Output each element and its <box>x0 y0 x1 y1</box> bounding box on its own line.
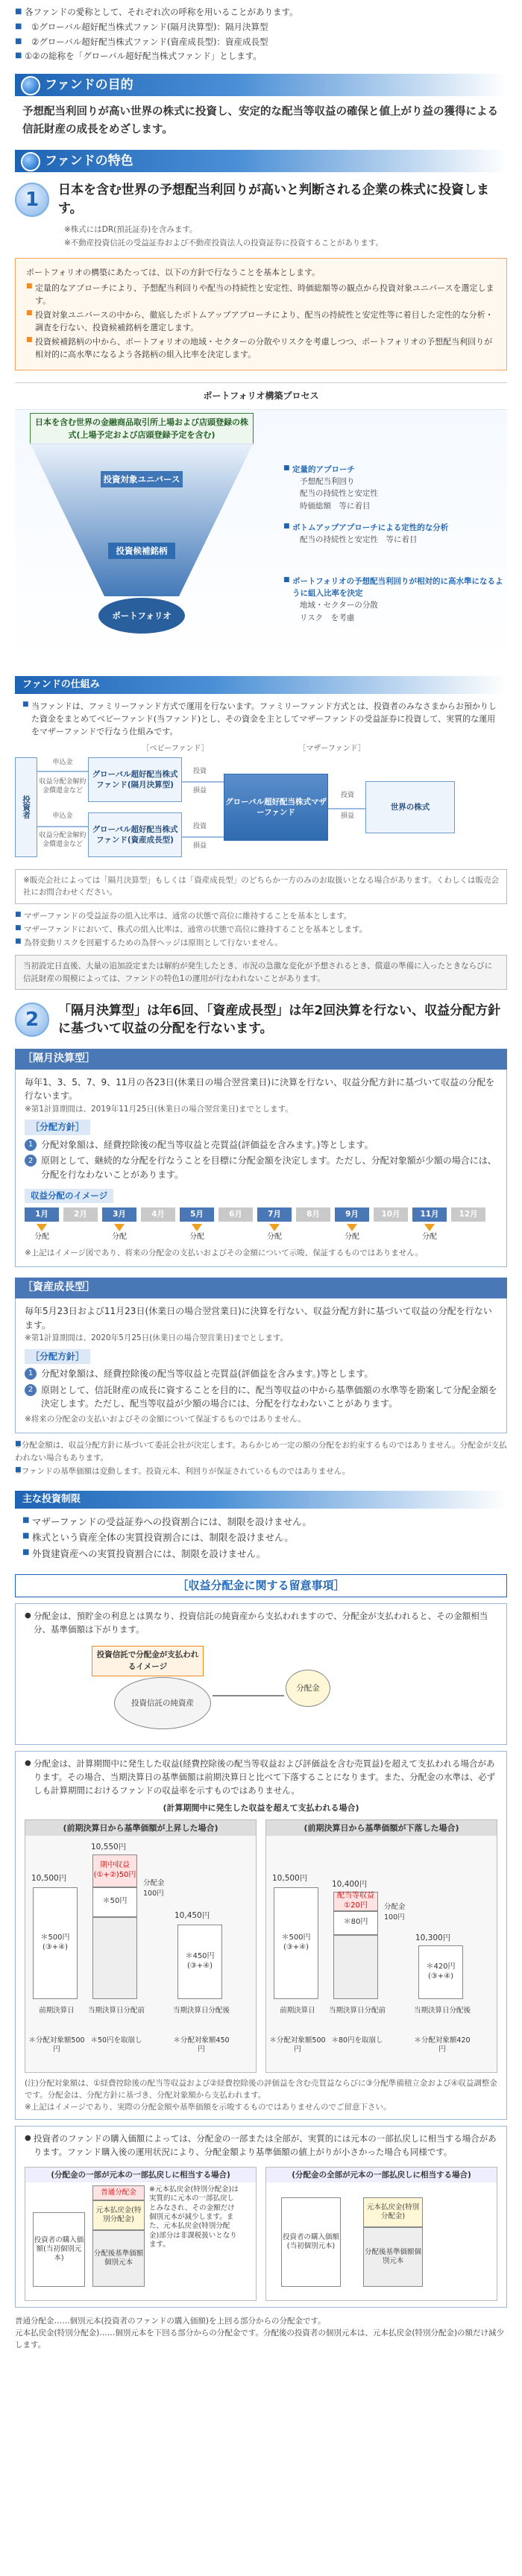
compare-note: (注)分配対象額は、①経費控除後の配当等収益および②経費控除後の評価益を含む売買益ならびに③分配準備積立金および④収益調整金です。分配金は、分配方針に基づき、分配対象額から支払われます。 <box>25 2078 497 2100</box>
refund-dist: 元本払戻金(特別分配金) <box>363 2197 423 2227</box>
stage1-label: 投資対象ユニバース <box>103 473 180 484</box>
portfolio-item: ■ 定量的なアプローチにより、予想配当利回りや配当の持続性と安定性、時価総額等の観点から投資対象ユニバースを選定します。 <box>26 282 496 307</box>
dist-label: 分配金100円 <box>143 1878 165 1898</box>
bar-after: ＊420円(③+④) <box>418 1945 463 1999</box>
policy-label: ［分配方針］ <box>25 1349 90 1365</box>
sub-label: ＊分配対象額420円 <box>414 2036 471 2053</box>
portfolio-intro: ポートフォリオの構築にあたっては、以下の方針で行なうことを基本とします。 <box>26 267 321 277</box>
alias-notes <box>15 0 507 63</box>
bimonthly-note: ※第1計算期間は、2019年11月25日(休業日の場合翌営業日)までとします。 <box>25 1104 293 1114</box>
months-row <box>25 1208 497 1243</box>
growth-title: ［資産成長型］ <box>15 1278 507 1298</box>
feature-1-title: 日本を含む世界の予想配当利回りが高いと判断される企業の株式に投資します。 <box>58 183 489 216</box>
objective-title: ファンドの目的 <box>45 78 133 93</box>
funnel-shape <box>15 410 268 663</box>
buy-price: 投資者の購入価額(当初個別元本) <box>281 2197 341 2287</box>
after-price: 分配後基準価額個別元本 <box>363 2227 423 2287</box>
side-note-1 <box>283 464 507 512</box>
dist-image-note: ※上記はイメージ図であり、将来の分配金の支払いおよびその金額について示唆、保証するものではありません。 <box>25 1248 423 1258</box>
objective-text: 予想配当利回りが高い世界の株式に投資し、安定的な配当等収益の確保と値上がり益の獲得による信託財産の成長をめざします。 <box>22 106 498 136</box>
footnote: ■ ※ファンドの基準価額は変動します。投資元本、利回りが保証されているものではありません。 <box>15 1465 507 1477</box>
feature-2 <box>15 1002 507 1038</box>
caution-text: ● 投資者のファンドの購入価額によっては、分配金の一部または全部が、実質的には元本の一部払戻しに相当する場合があります。ファンド購入後の運用状況により、分配金額より基準価額の値上がりが小さかった場合も同様です。 <box>25 2133 497 2159</box>
note: ※不動産投資信託の受益証券および不動産投資法人の投資証券に投資することがあります。 <box>64 238 383 247</box>
growth-note-2: ※将来の分配金の支払いおよびその金額について保証するものではありません。 <box>25 1414 306 1424</box>
side-title: ■ ボトムアップアプローチによる定性的な分析 <box>283 522 507 534</box>
bar-cur <box>333 1935 378 1999</box>
side-title: ■ 定量的アプローチ <box>283 464 507 476</box>
distribution-arrow-icon <box>37 1224 47 1231</box>
section-dot-icon <box>21 152 40 171</box>
compare-head: (前期決算日から基準価額が下落した場合) <box>266 1820 497 1836</box>
arrow <box>328 808 365 809</box>
side-note-3 <box>283 575 507 624</box>
month-3: 3月 分配 <box>102 1208 136 1243</box>
value-label: 10,550円 <box>91 1842 127 1852</box>
mother-fund-box: グローバル超好配当株式マザーファンド <box>224 774 328 841</box>
bar-income: 期中収益(①+②)50円 <box>92 1854 137 1887</box>
footer-note: 普通分配金……個別元本(投資者のファンドの購入価額)を上回る部分からの分配金です。 <box>15 2316 326 2326</box>
policy-text: 原則として、継続的な分配を行なうことを目標に分配金額を決定します。ただし、分配対象額が少額の場合には、分配を行なわないことがあります。 <box>41 1155 497 1181</box>
limits-header: 主な投資制限 <box>15 1491 507 1509</box>
month-9: 9月 分配 <box>335 1208 369 1243</box>
features-title: ファンドの特色 <box>45 153 133 168</box>
feature-2-title: 「隔月決算型」は年6回、「資産成長型」は年2回決算を行ない、収益分配方針に基づいて収益の分配を行ないます。 <box>58 1003 501 1037</box>
f2-footnotes <box>15 1439 507 1477</box>
sub-label: ＊分配対象額500円 <box>28 2036 85 2053</box>
policy-text: 分配対象額は、経費控除後の配当等収益と売買益(評価益を含みます。)等とします。 <box>41 1139 374 1150</box>
investor-box: 投資者 <box>15 757 37 857</box>
invest-label: 投資 <box>192 822 207 830</box>
month-1: 1月 分配 <box>25 1208 59 1243</box>
caution-text: ● 分配金は、預貯金の利息とは異なり、投資信託の純資産から支払われますので、分配金が支払われると、その金額相当分、基準価額は下がります。 <box>25 1610 497 1637</box>
sub-label: ＊80円を取崩し <box>331 2036 383 2045</box>
return-label: 収益分配金解約金償還金など <box>39 831 87 848</box>
number-1-icon: 1 <box>25 1368 37 1380</box>
refund-partial <box>25 2167 257 2301</box>
distribution-arrow-icon <box>114 1224 125 1231</box>
risk-note: 当初設定日直後、大量の追加設定または解約が発生したとき、市況の急激な変化が予想されるとき、償還の準備に入ったときならびに信託財産の規模によっては、ファンドの特色1の運用が行なわれないことがあります。 <box>15 955 507 990</box>
distribution-arrow-icon <box>192 1224 202 1231</box>
caution-box-2 <box>15 1751 507 2120</box>
sub-label: ＊分配対象額450円 <box>173 2036 230 2053</box>
funnel-diagram <box>15 409 507 663</box>
limit-item: ■ 外貨建資産への実質投資割合には、制限を設けません。 <box>22 1547 500 1561</box>
objective-header <box>15 74 507 96</box>
month-5: 5月 分配 <box>180 1208 214 1243</box>
distribution-arrow-icon <box>424 1224 435 1231</box>
arrow <box>37 771 88 772</box>
footer-note: 元本払戻金(特別分配金)……個別元本を下回る部分からの分配金です。分配後の投資者の個別元本は、元本払戻金(特別分配金)の額だけ減少します。 <box>15 2329 505 2350</box>
compare-down <box>265 1819 497 2073</box>
universe-box: 日本を含む世界の金融商品取引所上場および店頭登録の株式(上場予定および店頭登録予定を含む) <box>30 413 254 444</box>
feature-number-icon: 2 <box>15 1003 49 1037</box>
limit-item: ■ 株式という資産全体の実質投資割合には、制限を設けません。 <box>22 1530 500 1544</box>
value-label: 10,300円 <box>415 1933 451 1942</box>
bimonthly-title: ［隔月決算型］ <box>15 1049 507 1070</box>
month-7: 7月 分配 <box>257 1208 292 1243</box>
footnote: ■ ※分配金額は、収益分配方針に基づいて委託会社が決定します。あらかじめ一定の額の分配をお約束するものではありません。分配金が支払われない場合もあります。 <box>15 1439 507 1464</box>
policy-text: 分配対象額は、経費控除後の配当等収益と売買益(評価益を含みます。)等とします。 <box>41 1368 374 1380</box>
scheme-header: ファンドの仕組み <box>15 676 507 694</box>
month-8: 8月 <box>296 1208 330 1243</box>
limit-item: ■ マザーファンドの受益証券への投資割合には、制限を設けません。 <box>22 1515 500 1529</box>
scheme-description <box>15 694 507 738</box>
return-label: 収益分配金解約金償還金など <box>39 777 87 795</box>
value-label: 10,400円 <box>332 1879 368 1889</box>
bar-cur <box>92 1917 137 1999</box>
scheme-box-note: ※販売会社によっては「隔月決算型」もしくは「資産成長型」のどちらか一方のみのお取扱いとなる場合があります。くわしくは販売会社にお問合わせください。 <box>15 869 507 904</box>
portfolio-item: ■ 投資候補銘柄の中から、ポートフォリオの地域・セクターの分散やリスクを考慮しつつ、ポートフォリオの予想配当利回りが相対的に高水準になるよう各銘柄の組入比率を決定します。 <box>26 335 496 361</box>
limits-list <box>15 1509 507 1561</box>
fund-bimonthly-box: グローバル超好配当株式ファンド(隔月決算型) <box>88 757 182 802</box>
feature-1 <box>15 181 507 218</box>
gain-label: 損益 <box>192 842 207 850</box>
growth-text: 毎年5月23日および11月23日(休業日の場合翌営業日)に決算を行ない、収益分配方針に基づいて収益の分配を行ないます。 <box>25 1306 492 1330</box>
number-2-icon: 2 <box>25 1384 37 1396</box>
bimonthly-panel <box>15 1070 507 1268</box>
distribution-illustration <box>25 1641 497 1738</box>
policy-label: ［分配方針］ <box>25 1120 90 1135</box>
bar-50: ＊50円 <box>92 1887 137 1917</box>
number-1-icon: 1 <box>25 1139 37 1151</box>
illus-asset: 投資信託の純資産 <box>114 1677 211 1729</box>
baby-label: ［ベビーファンド］ <box>142 744 209 753</box>
compare-up <box>25 1819 257 2073</box>
note: ■ マザーファンドの受益証券の組入比率は、通常の状態で高位に維持することを基本とします。 <box>15 910 507 922</box>
side-item: 予想配当利回り <box>300 477 355 487</box>
caution-title: ［収益分配金に関する留意事項］ <box>15 1574 507 1597</box>
bimonthly-text: 毎年1、3、5、7、9、11月の各23日(休業日の場合翌営業日)に決算を行ない、収益分配方針に基づいて収益の分配を行ないます。 <box>25 1076 495 1102</box>
arrow <box>37 826 88 827</box>
side-item: 配当の持続性と安定性 <box>300 489 378 499</box>
policy-text: 原則として、信託財産の成長に資することを目的に、配当等収益の中から基準価額の水準等を勘案して分配金額を決定します。ただし、配当等収益が少額の場合には、分配を行なわないことがあります。 <box>41 1384 497 1409</box>
caution-box-3 <box>15 2126 507 2308</box>
scheme-notes <box>15 910 507 950</box>
gain-label: 損益 <box>340 812 354 820</box>
note: ■ マザーファンドにおいて、株式の組入比率は、通常の状態で高位に維持することを基本とします。 <box>15 924 507 935</box>
side-note-2 <box>283 522 507 546</box>
apply-label: 申込金 <box>52 812 73 820</box>
invest-label: 投資 <box>192 767 207 775</box>
apply-label: 申込金 <box>52 758 73 766</box>
bar-prev: ＊500円(③+④) <box>33 1887 78 1999</box>
month-10: 10月 <box>374 1208 408 1243</box>
alias-note: ■ ①②の総称を「グローバル超好配当株式ファンド」とします。 <box>15 50 507 63</box>
caution-text: ● 分配金は、計算期間中に発生した収益(経費控除後の配当等収益および評価益を含む売買益)を超えて支払われる場合があります。その場合、当期決算日の基準価額は前期決算日と比べて下落することになります。また、分配金の水準は、必ずしも計算期間におけるファンドの収益率を示すものではありません。 <box>25 1758 497 1797</box>
compare-title: (計算期間中に発生した収益を超えて支払われる場合) <box>163 1803 359 1813</box>
value-label: 10,500円 <box>272 1873 308 1883</box>
growth-panel <box>15 1298 507 1433</box>
axis-label: 当期決算日分配前 <box>88 2006 145 2015</box>
feature-number-icon: 1 <box>15 183 49 217</box>
gain-label: 損益 <box>192 786 207 795</box>
invest-label: 投資 <box>340 791 354 799</box>
scheme-diagram <box>15 744 507 863</box>
scheme-text: ■ 当ファンドは、ファミリーファンド方式で運用を行ないます。ファミリーファンド方式とは、投資者のみなさまからお預かりした資金をまとめてベビーファンド(当ファンド)とし、その資金を主としてマザーファンドの受益証券に投資して、実質的な運用をマザーファンドで行なう仕組みです。 <box>22 700 500 738</box>
axis-label: 当期決算日分配前 <box>329 2006 386 2015</box>
bar-prev: ＊500円(③+④) <box>274 1887 318 1999</box>
refund-head: (分配金の全部が元本の一部払戻しに相当する場合) <box>266 2168 497 2182</box>
side-item: 地域・セクターの分散 <box>300 601 378 610</box>
policy-point <box>25 1154 497 1181</box>
arrow <box>182 781 224 783</box>
month-4: 4月 <box>141 1208 175 1243</box>
arrow <box>182 836 224 838</box>
alias-note: ■ ②グローバル超好配当株式ファンド(資産成長型)：資産成長型 <box>15 36 507 49</box>
caution-box-1 <box>15 1603 507 1745</box>
axis-label: 前期決算日 <box>39 2006 75 2015</box>
footer-notes <box>15 2315 507 2352</box>
world-stocks-box: 世界の株式 <box>365 781 455 833</box>
portfolio-process <box>15 382 507 663</box>
mother-label: ［マザーファンド］ <box>298 744 365 753</box>
compare-head: (前期決算日から基準価額が上昇した場合) <box>25 1820 256 1836</box>
normal-dist: 普通分配金 <box>92 2185 145 2200</box>
distribution-arrow-icon <box>347 1224 357 1231</box>
policy-point <box>25 1138 497 1152</box>
sub-label: ＊50円を取崩し <box>90 2036 142 2045</box>
feature-1-notes <box>15 224 507 249</box>
fund-growth-box: グローバル超好配当株式ファンド(資産成長型) <box>88 812 182 857</box>
value-label: 10,450円 <box>174 1910 210 1920</box>
portfolio-item: ■ 投資対象ユニバースの中から、徹底したボトムアップアプローチにより、配当の持続性と安定性等に着目した定性的な分析・調査を行ない、投資候補銘柄を選定します。 <box>26 309 496 334</box>
side-item: 配当の持続性と安定性 等に着目 <box>300 535 418 545</box>
refund-head: (分配金の一部が元本の一部払戻しに相当する場合) <box>25 2168 256 2182</box>
dist-label: 分配金100円 <box>384 1902 406 1922</box>
dist-image-title: 収益分配のイメージ <box>25 1189 113 1204</box>
growth-note: ※第1計算期間は、2020年5月25日(休業日の場合翌営業日)までとします。 <box>25 1333 289 1343</box>
alias-note: ■ 各ファンドの愛称として、それぞれ次の呼称を用いることがあります。 <box>15 6 507 19</box>
refund-charts <box>25 2167 497 2301</box>
note: ■ 為替変動リスクを回避するための為替ヘッジは原則として行ないません。 <box>15 937 507 949</box>
month-11: 11月 分配 <box>412 1208 447 1243</box>
illus-title: 投資信託で分配金が支払われるイメージ <box>92 1646 204 1676</box>
bar-80: ＊80円 <box>333 1911 378 1935</box>
policy-point <box>25 1383 497 1411</box>
month-12: 12月 <box>451 1208 485 1243</box>
arrow <box>213 1695 284 1696</box>
distribution-arrow-icon <box>269 1224 280 1231</box>
portfolio-policy-box <box>15 258 507 370</box>
illus-dist: 分配金 <box>286 1670 330 1707</box>
refund-dist: 元本払戻金(特別分配金) <box>92 2200 145 2230</box>
sub-label: ＊分配対象額500円 <box>269 2036 326 2053</box>
stage3-label: ポートフォリオ <box>112 610 172 621</box>
number-2-icon: 2 <box>25 1155 37 1167</box>
side-item: リスク を考慮 <box>300 613 355 622</box>
refund-side-note: ※元本払戻金(特別分配金)は実質的に元本の一部払戻しとみなされ、その金額だけ個別元本が減少します。また、元本払戻金(特別分配金)部分は非課税扱いとなります。 <box>149 2185 239 2250</box>
bar-after: ＊450円(③+④) <box>177 1925 222 1999</box>
stage2-label: 投資候補銘柄 <box>116 545 168 556</box>
month-6: 6月 <box>218 1208 253 1243</box>
value-label: 10,500円 <box>31 1873 67 1883</box>
compare-note: ※上記はイメージであり、実際の分配金額や基準価額を示唆するものではありませんのでご留意下さい。 <box>25 2103 392 2112</box>
note: ※株式にはDR(預託証券)を含みます。 <box>64 225 198 235</box>
axis-label: 当期決算日分配後 <box>413 2006 471 2015</box>
after-price: 分配後基準価額個別元本 <box>92 2230 145 2287</box>
month-2: 2月 <box>63 1208 98 1243</box>
alias-note: ■ ①グローバル超好配当株式ファンド(隔月決算型)：隔月決算型 <box>15 21 507 34</box>
side-item: 時価総額 等に着目 <box>300 501 371 511</box>
section-dot-icon <box>21 76 40 95</box>
axis-label: 前期決算日 <box>280 2006 315 2015</box>
features-header <box>15 150 507 172</box>
policy-point <box>25 1367 497 1381</box>
bar-income: 配当等収益①20円 <box>333 1892 378 1911</box>
buy-price: 投資者の購入価額(当初個別元本) <box>33 2212 85 2287</box>
side-title: ■ ポートフォリオの予想配当利回りが相対的に高水準になるように組入比率を決定 <box>283 575 507 600</box>
compare-charts <box>25 1819 497 2073</box>
process-title: ポートフォリオ構築プロセス <box>203 391 319 402</box>
refund-full <box>265 2167 497 2301</box>
axis-label: 当期決算日分配後 <box>172 2006 230 2015</box>
